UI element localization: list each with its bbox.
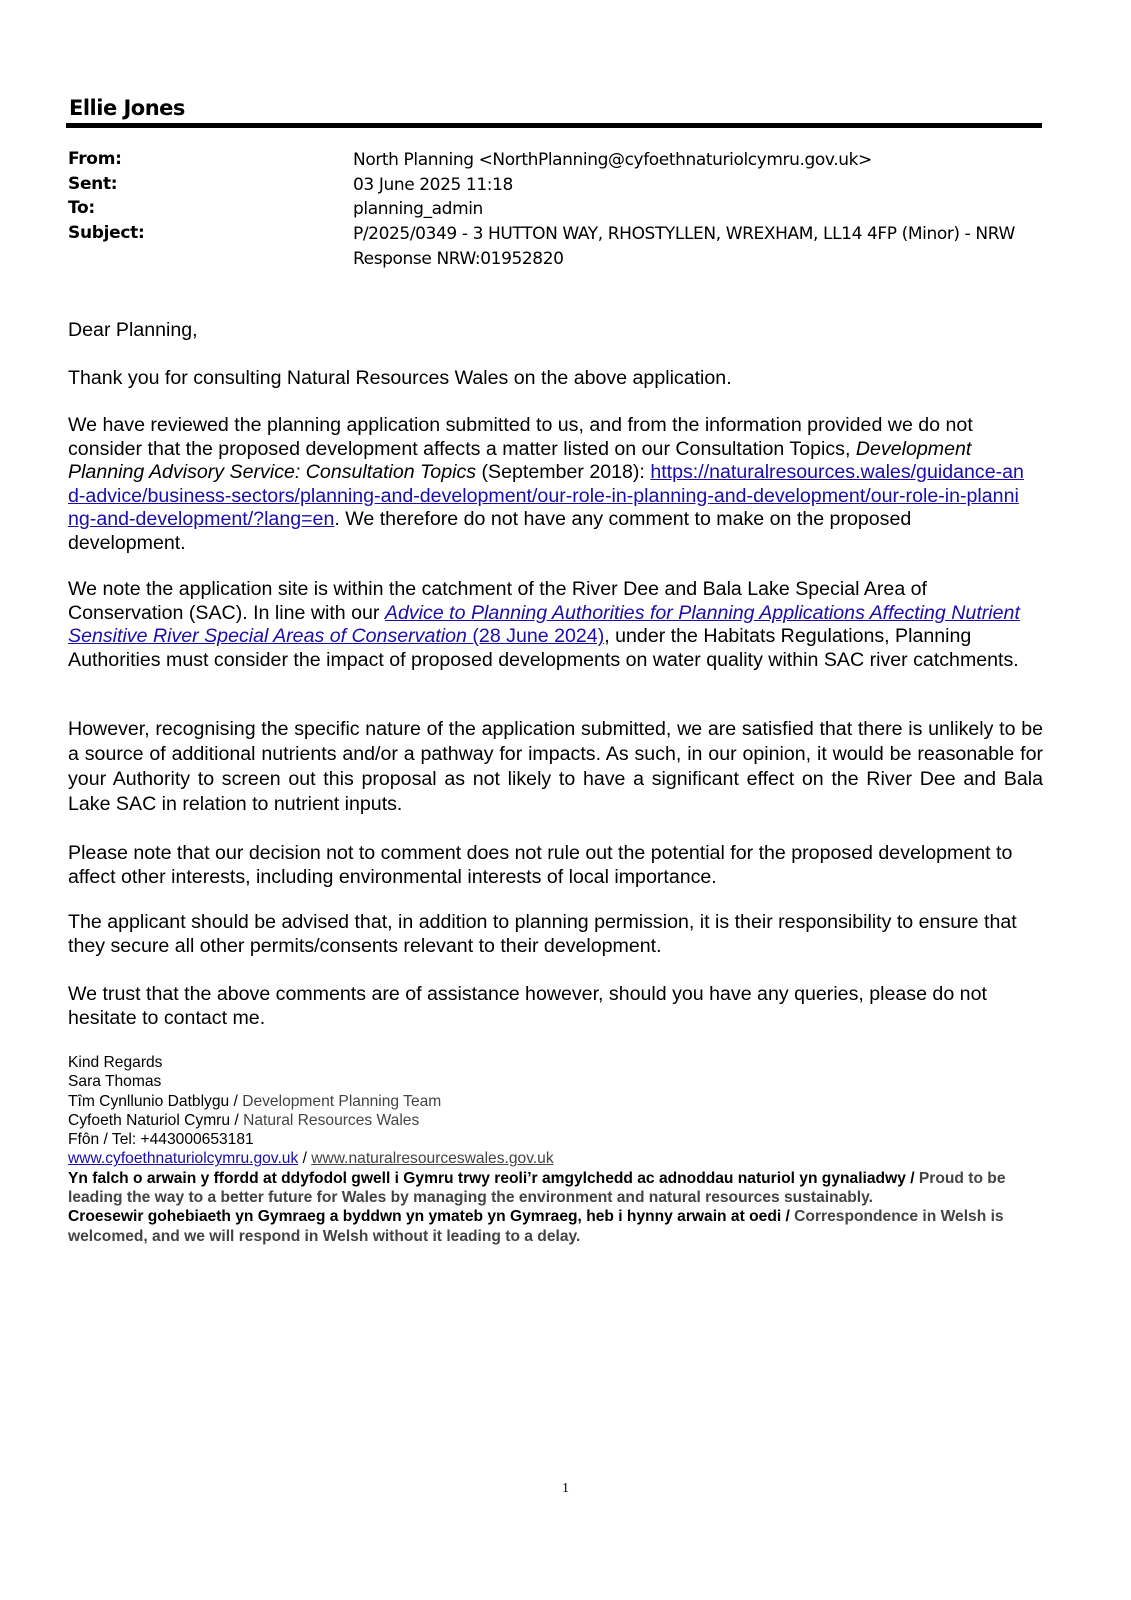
subject-label: Subject: — [68, 223, 145, 243]
paragraph-2 — [68, 414, 1028, 556]
header-rule — [66, 123, 1042, 128]
org-welsh: Cyfoeth Naturiol Cymru / — [68, 1111, 244, 1129]
mailbox-owner: Ellie Jones — [69, 96, 185, 120]
welsh-website-link[interactable]: www.cyfoethnaturiolcymru.gov.uk — [68, 1150, 299, 1168]
signature — [68, 1053, 1043, 1246]
paragraph-6: The applicant should be advised that, in addition to planning permission, it is their responsibility to ensure that they secure all other permits/consents relevant to their development. — [68, 911, 1017, 957]
text: We have reviewed the planning application submitted to us, and from the information provided we do not consider that the proposed development affects a matter listed on our Consultation Topics, — [68, 414, 973, 460]
to-label: To: — [68, 198, 95, 218]
sender-name: Sara Thomas — [68, 1073, 162, 1091]
motto — [68, 1169, 1043, 1208]
closing: Kind Regards — [68, 1054, 163, 1071]
text: . We therefore do not have any comment to make on the proposed development. — [68, 508, 912, 554]
publication-title: Development Planning Advisory Service: Consultation Topics — [68, 437, 972, 484]
text: (September 2018): — [476, 461, 651, 484]
to-value: planning_admin — [353, 199, 483, 219]
separator: / — [298, 1150, 312, 1168]
phone: Ffôn / Tel: +443000653181 — [68, 1131, 254, 1149]
websites — [68, 1149, 1043, 1168]
motto-welsh: Yn falch o arwain y ffordd at ddyfodol gwell i Gymru trwy reoli’r amgylchedd ac adnoddau naturiol yn gynaliadwy / — [68, 1169, 919, 1187]
subject-value: P/2025/0349 - 3 HUTTON WAY, RHOSTYLLEN, WREXHAM, LL14 4FP (Minor) - NRW Response NRW:01952820 — [353, 224, 1015, 269]
welsh-language-notice — [68, 1207, 1043, 1246]
motto-english: Proud to be leading the way to a better future for Wales by managing the environment and natural resources sustainably. — [68, 1169, 1006, 1207]
paragraph-7: We trust that the above comments are of assistance however, should you have any queries, please do not hesitate to contact me. — [68, 983, 987, 1029]
organisation — [68, 1111, 1043, 1130]
sent-label: Sent: — [68, 174, 118, 194]
paragraph-3 — [68, 578, 1043, 672]
paragraph-5: Please note that our decision not to comment does not rule out the potential for the proposed development to affect other interests, including environmental interests of local importance. — [68, 842, 1013, 888]
greeting: Dear Planning, — [68, 319, 198, 341]
paragraph-4: However, recognising the specific nature of the application submitted, we are satisfied that there is unlikely to be a source of additional nutrients and/or a pathway for impacts. As such, in our opinion, it would be reasonable for your Authority to screen out this proposal as not likely to have a significant effect on the River Dee and Bala Lake SAC in relation to nutrient inputs. — [68, 718, 1043, 815]
consultation-topics-link[interactable]: https://naturalresources.wales/guidance-and-advice/business-sectors/planning-and-development/our-role-in-planning-and-development/our-role-in-planning-and-development/?lang=en — [68, 461, 1024, 531]
paragraph-1: Thank you for consulting Natural Resources Wales on the above application. — [68, 367, 732, 389]
notice-welsh: Croesewir gohebiaeth yn Gymraeg a byddwn yn ymateb yn Gymraeg, heb i hynny arwain at oedi / — [68, 1208, 795, 1226]
page-number: 1 — [562, 1481, 569, 1496]
from-label: From: — [68, 149, 122, 169]
team-english: Development Planning Team — [242, 1092, 442, 1110]
text: , under the Habitats Regulations, Planning Authorities must consider the impact of proposed developments on water quality within SAC river catchments. — [68, 625, 1019, 671]
advice-link-title: Advice to Planning Authorities for Planning Applications Affecting Nutrient Sensitive River Special Areas of Conservation — [68, 601, 1020, 648]
notice-english: Correspondence in Welsh is welcomed, and we will respond in Welsh without it leading to a delay. — [68, 1208, 1004, 1245]
from-value: North Planning <NorthPlanning@cyfoethnaturiolcymru.gov.uk> — [353, 150, 872, 170]
advice-link-date: (28 June 2024) — [466, 625, 605, 648]
team-welsh: Tîm Cynllunio Datblygu / — [68, 1092, 243, 1110]
sent-value: 03 June 2025 11:18 — [353, 175, 513, 195]
english-website-link[interactable]: www.naturalresourceswales.gov.uk — [311, 1150, 554, 1168]
team — [68, 1092, 1043, 1111]
text: We note the application site is within the catchment of the River Dee and Bala Lake Special Area of Conservation (SAC). In line with our — [68, 578, 927, 624]
org-english: Natural Resources Wales — [243, 1111, 420, 1129]
